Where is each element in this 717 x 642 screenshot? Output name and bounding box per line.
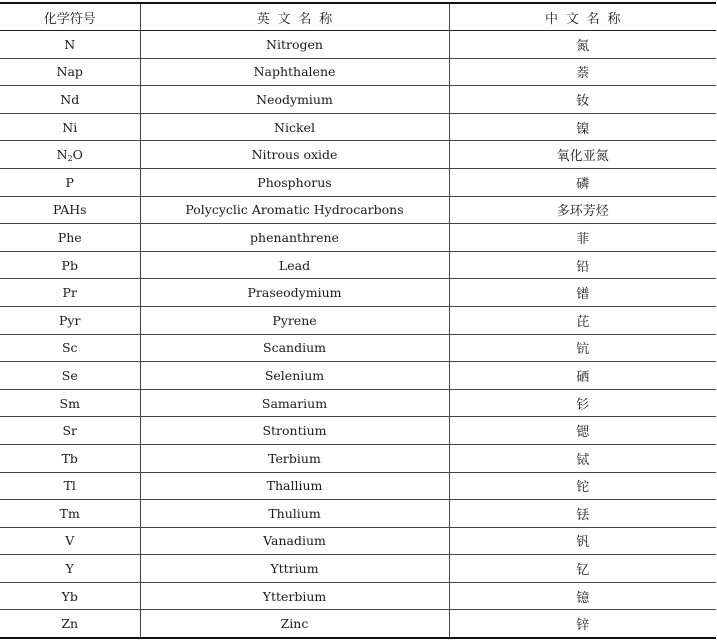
table-row — [0, 417, 716, 445]
cell-english-name: Naphthalene — [140, 58, 449, 86]
cell-chinese-name: 多环芳烃 — [449, 196, 716, 224]
cell-chemical-symbol: Nap — [0, 58, 140, 86]
cell-chinese-name: 铥 — [449, 500, 716, 528]
table-row — [0, 555, 716, 583]
cell-english-name: Nickel — [140, 113, 449, 141]
cell-english-name: Lead — [140, 251, 449, 279]
table-row — [0, 279, 716, 307]
table-row — [0, 306, 716, 334]
cell-chemical-symbol: Tb — [0, 444, 140, 472]
cell-chemical-symbol: Se — [0, 362, 140, 390]
cell-english-name: Samarium — [140, 389, 449, 417]
cell-chemical-symbol: V — [0, 527, 140, 555]
table-row — [0, 168, 716, 196]
table-row — [0, 58, 716, 86]
table-row — [0, 527, 716, 555]
cell-chemical-symbol: Phe — [0, 224, 140, 252]
cell-chemical-symbol: P — [0, 168, 140, 196]
cell-english-name: Zinc — [140, 610, 449, 638]
cell-chemical-symbol: Ni — [0, 113, 140, 141]
abbreviation-table — [0, 2, 716, 639]
cell-english-name: Nitrous oxide — [140, 141, 449, 169]
cell-chemical-symbol: Pr — [0, 279, 140, 307]
cell-chinese-name: 镍 — [449, 113, 716, 141]
cell-chinese-name: 氧化亚氮 — [449, 141, 716, 169]
cell-chemical-symbol: Y — [0, 555, 140, 583]
cell-english-name: Vanadium — [140, 527, 449, 555]
cell-chinese-name: 钪 — [449, 334, 716, 362]
cell-chemical-symbol: Pyr — [0, 306, 140, 334]
cell-english-name: Polycyclic Aromatic Hydrocarbons — [140, 196, 449, 224]
cell-chemical-symbol: Tm — [0, 500, 140, 528]
cell-chinese-name: 钕 — [449, 86, 716, 114]
table-row — [0, 472, 716, 500]
table-row — [0, 86, 716, 114]
table-row — [0, 444, 716, 472]
table-header — [0, 3, 716, 31]
symbol-subscript: 2 — [67, 153, 73, 163]
cell-english-name: Yttrium — [140, 555, 449, 583]
cell-chemical-symbol: Sr — [0, 417, 140, 445]
cell-english-name: Scandium — [140, 334, 449, 362]
table-row — [0, 251, 716, 279]
cell-chinese-name: 钇 — [449, 555, 716, 583]
table-row — [0, 582, 716, 610]
symbol-main: N — [56, 146, 68, 162]
table-body — [0, 31, 716, 639]
table-row — [0, 113, 716, 141]
cell-english-name: Neodymium — [140, 86, 449, 114]
cell-english-name: Strontium — [140, 417, 449, 445]
cell-chinese-name: 硒 — [449, 362, 716, 390]
cell-chemical-symbol: Nd — [0, 86, 140, 114]
cell-chemical-symbol: Tl — [0, 472, 140, 500]
cell-english-name: Selenium — [140, 362, 449, 390]
cell-english-name: Terbium — [140, 444, 449, 472]
cell-chinese-name: 菲 — [449, 224, 716, 252]
cell-chinese-name: 镨 — [449, 279, 716, 307]
cell-english-name: Thulium — [140, 500, 449, 528]
cell-chinese-name: 萘 — [449, 58, 716, 86]
cell-english-name: Ytterbium — [140, 582, 449, 610]
header-chemical-symbol: 化学符号 — [0, 3, 140, 31]
cell-chemical-symbol: Yb — [0, 582, 140, 610]
cell-english-name: Thallium — [140, 472, 449, 500]
cell-chinese-name: 锌 — [449, 610, 716, 638]
cell-chinese-name: 磷 — [449, 168, 716, 196]
cell-chinese-name: 芘 — [449, 306, 716, 334]
cell-chinese-name: 铅 — [449, 251, 716, 279]
cell-chemical-symbol: Sc — [0, 334, 140, 362]
cell-english-name: Phosphorus — [140, 168, 449, 196]
cell-chemical-symbol: Zn — [0, 610, 140, 638]
cell-chinese-name: 钒 — [449, 527, 716, 555]
cell-chemical-symbol: Pb — [0, 251, 140, 279]
table-row — [0, 224, 716, 252]
table-row — [0, 610, 716, 638]
cell-english-name: phenanthrene — [140, 224, 449, 252]
table-row — [0, 389, 716, 417]
cell-chinese-name: 铽 — [449, 444, 716, 472]
cell-chinese-name: 镱 — [449, 582, 716, 610]
table-row — [0, 334, 716, 362]
cell-chinese-name: 铊 — [449, 472, 716, 500]
cell-chinese-name: 氮 — [449, 31, 716, 59]
header-chinese-name: 中文名称 — [449, 3, 716, 31]
table-row — [0, 500, 716, 528]
cell-chinese-name: 钐 — [449, 389, 716, 417]
cell-chemical-symbol: PAHs — [0, 196, 140, 224]
cell-chemical-symbol: Sm — [0, 389, 140, 417]
table-row — [0, 31, 716, 59]
cell-english-name: Pyrene — [140, 306, 449, 334]
table-row — [0, 362, 716, 390]
cell-english-name: Nitrogen — [140, 31, 449, 59]
cell-chemical-symbol: N — [0, 31, 140, 59]
cell-chinese-name: 锶 — [449, 417, 716, 445]
table-row — [0, 141, 716, 169]
symbol-tail: O — [72, 146, 83, 162]
table-row — [0, 196, 716, 224]
header-english-name: 英文名称 — [140, 3, 449, 31]
cell-chemical-symbol — [0, 141, 140, 169]
cell-english-name: Praseodymium — [140, 279, 449, 307]
header-row — [0, 3, 716, 31]
